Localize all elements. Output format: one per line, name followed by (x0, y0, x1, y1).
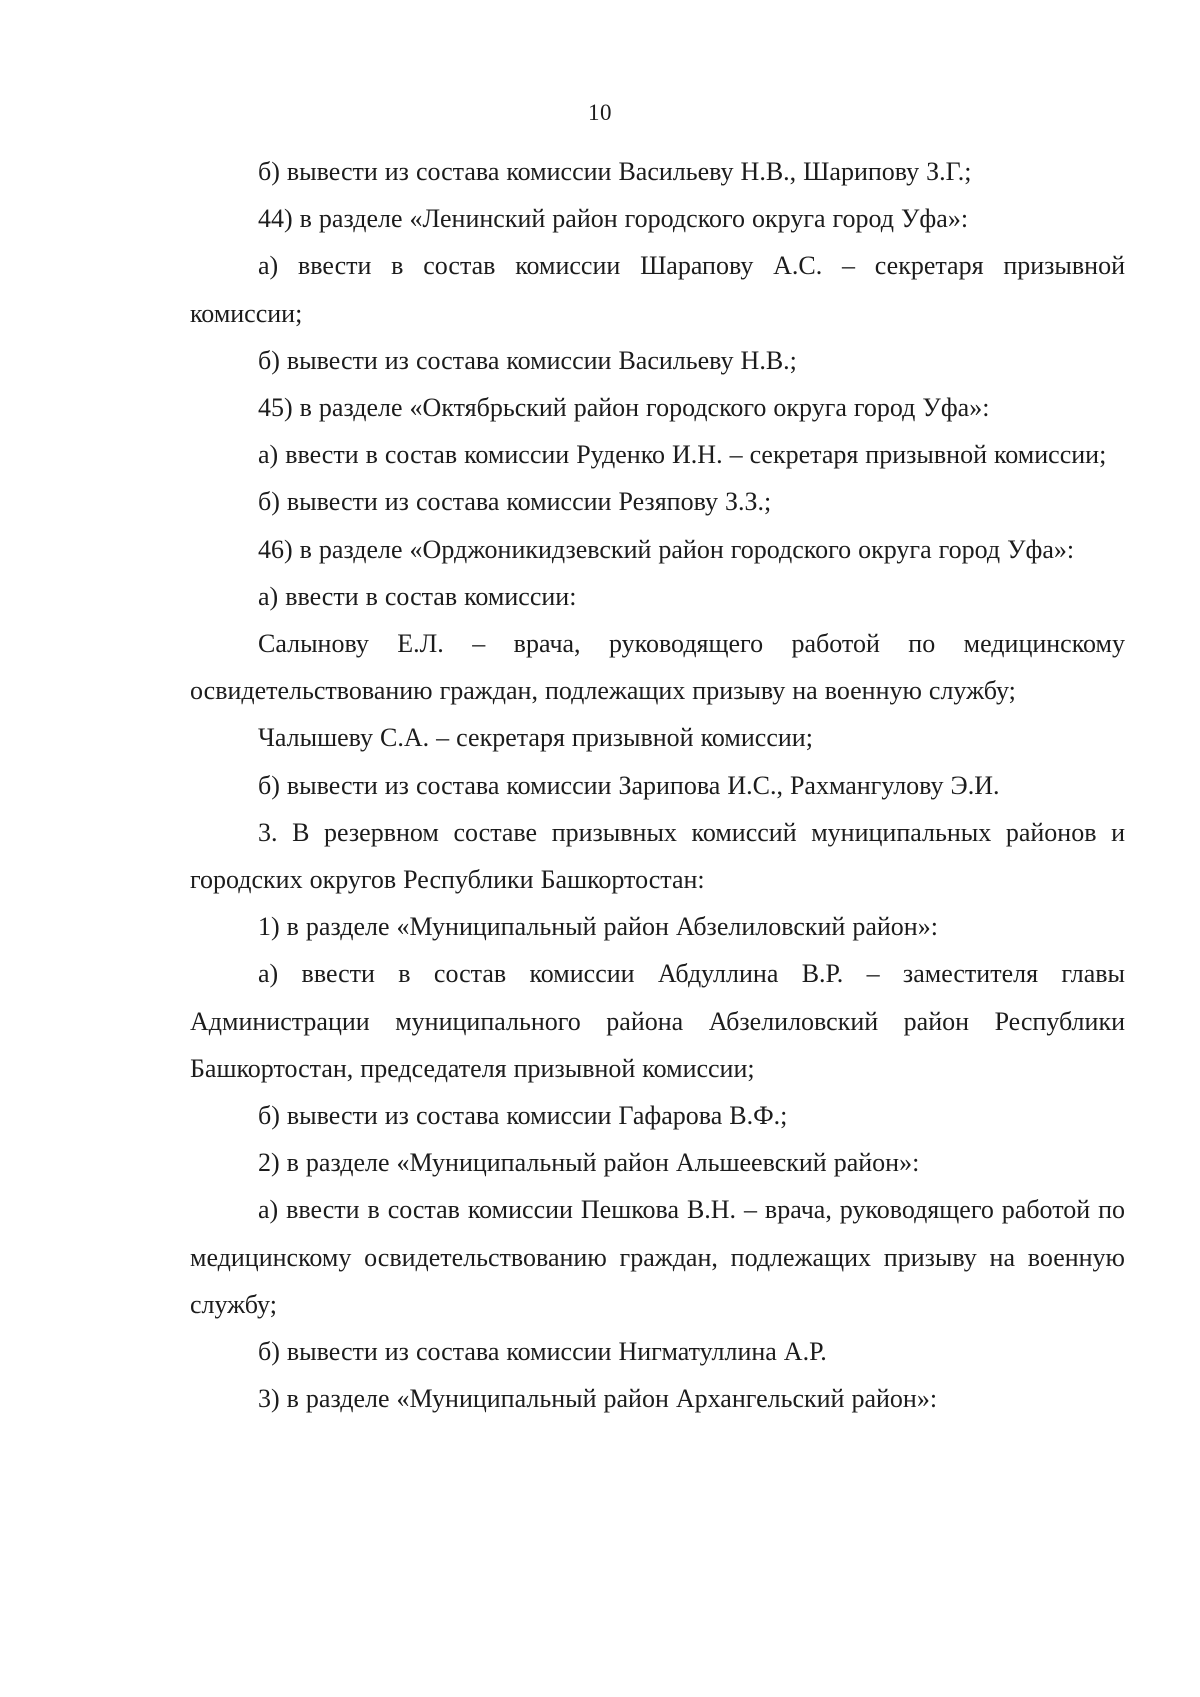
paragraph: 46) в разделе «Орджоникидзевский район городского округа город Уфа»: (258, 534, 1075, 564)
page-number: 10 (588, 100, 612, 125)
paragraph: б) вывести из состава комиссии Нигматуллина А.Р. (258, 1337, 827, 1367)
paragraph: 1) в разделе «Муниципальный район Абзелиловский район»: (258, 912, 938, 942)
paragraph: а) ввести в состав комиссии Пешкова В.Н. – врача, руководящего работой по медицинскому освидетельствованию граждан, подлежащих призыву на военную службу; (190, 1195, 1125, 1319)
paragraph: б) вывести из состава комиссии Васильеву Н.В.; (258, 345, 797, 375)
paragraph: 44) в разделе «Ленинский район городского округа город Уфа»: (258, 204, 969, 234)
paragraph: Чалышеву С.А. – секретаря призывной комиссии; (258, 723, 813, 753)
paragraph: 2) в разделе «Муниципальный район Альшеевский район»: (258, 1148, 920, 1178)
paragraph: 3) в разделе «Муниципальный район Архангельский район»: (258, 1384, 938, 1414)
paragraph: а) ввести в состав комиссии Руденко И.Н. – секретаря призывной комиссии; (258, 440, 1107, 470)
paragraph: 45) в разделе «Октябрьский район городского округа город Уфа»: (258, 393, 990, 423)
paragraph: Салынову Е.Л. – врача, руководящего работой по медицинскому освидетельствованию граждан, подлежащих призыву на военную службу; (190, 629, 1125, 706)
paragraph: а) ввести в состав комиссии Абдуллина В.Р. – заместителя главы Администрации муниципального района Абзелиловский район Республики Башкортостан, председателя призывной комиссии; (190, 959, 1125, 1083)
paragraph: а) ввести в состав комиссии: (258, 581, 577, 611)
paragraph: б) вывести из состава комиссии Гафарова В.Ф.; (258, 1101, 788, 1131)
paragraph: б) вывести из состава комиссии Резяпову З.З.; (258, 487, 772, 517)
paragraph: б) вывести из состава комиссии Васильеву Н.В., Шарипову З.Г.; (258, 157, 972, 186)
paragraph: 3. В резервном составе призывных комиссий муниципальных районов и городских округов Республики Башкортостан: (190, 817, 1125, 895)
paragraph: а) ввести в состав комиссии Шарапову А.С. – секретаря призывной комиссии; (190, 251, 1125, 328)
paragraph: б) вывести из состава комиссии Зарипова И.С., Рахмангулову Э.И. (258, 770, 1000, 800)
document-body (190, 148, 1125, 1422)
